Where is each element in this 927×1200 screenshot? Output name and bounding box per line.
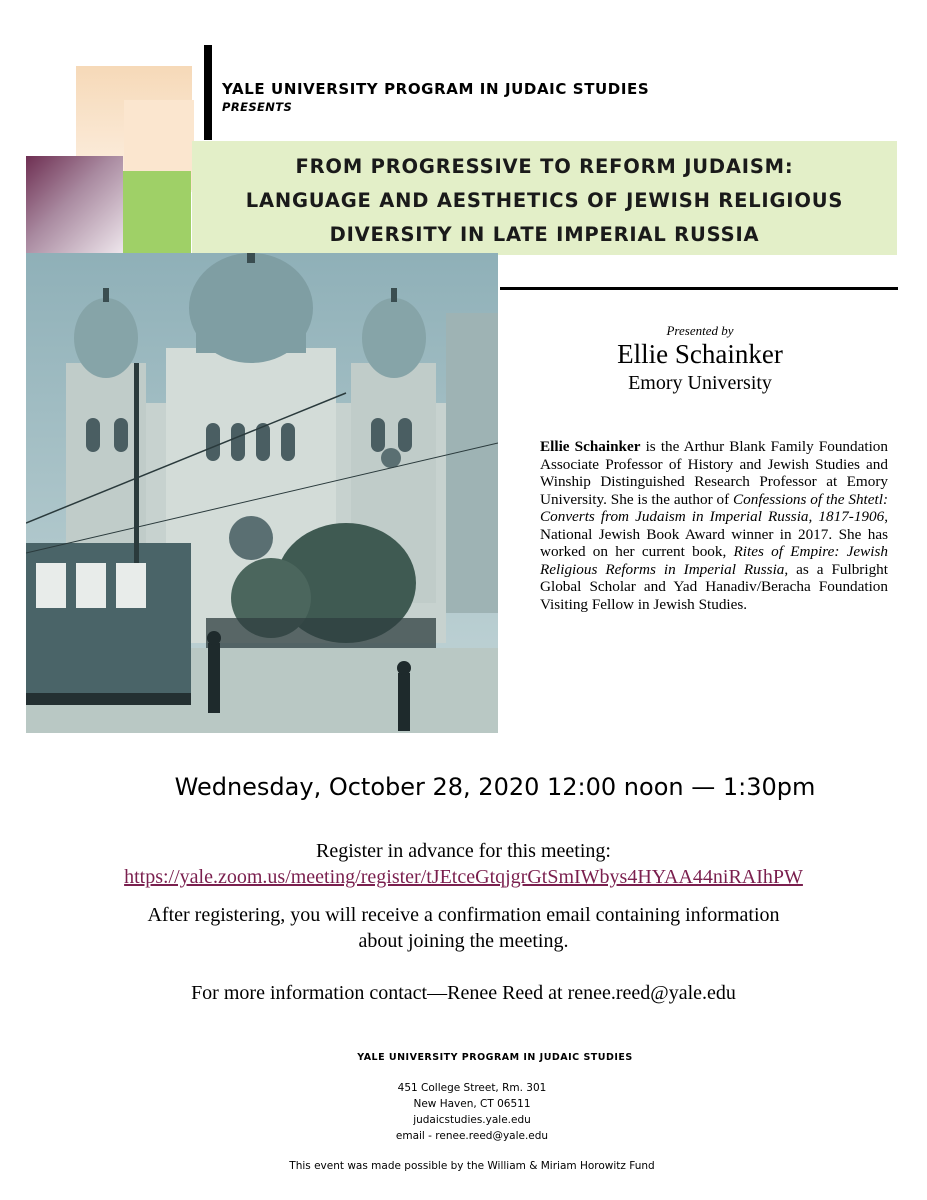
register-link-row [0,866,927,889]
decorative-green-square [123,171,191,253]
footer-email: email - renee.reed@yale.edu [395,1130,549,1142]
title-line-1: FROM PROGRESSIVE TO REFORM JUDAISM: [295,155,794,178]
bio-text-1: is the Arthur Blank Family Foundation Associate Professor of History and Jewish Studies and Winship Distinguished Research Professor at Emory University. She is the author of [540,438,888,508]
bio-book-1: Confessions of the Shtetl: Converts from Judaism in Imperial Russia, 1817-1906 [540,490,889,525]
bio-text-3: , as a Fulbright Global Scholar and Yad Hanadiv/Beracha Foundation Visiting Fellow in Jewish Studies. [540,560,888,613]
registration-link[interactable]: https://yale.zoom.us/meeting/register/tJEtceGtqjgrGtSmIWbys4HYAA44niRAIhPW [124,866,803,888]
presenter-name: Ellie Schainker [617,339,783,369]
presenter-affiliation: Emory University [628,372,772,394]
footer-address-1: 451 College Street, Rm. 301 [397,1082,547,1094]
presenter-horizontal-rule [500,287,898,290]
footer-address-2: New Haven, CT 06511 [413,1098,531,1110]
title-line-2: LANGUAGE AND AESTHETICS OF JEWISH RELIGIOUS [245,189,844,212]
footer-organization: YALE UNIVERSITY PROGRAM IN JUDAIC STUDIES [357,1052,633,1063]
header-presents: PRESENTS [222,100,293,114]
presented-by-label: Presented by [666,323,734,338]
contact-info: For more information contact—Renee Reed at renee.reed@yale.edu [191,982,736,1004]
header-vertical-rule [204,45,212,140]
bio-name: Ellie Schainker [540,438,641,455]
bio-book-2: Rites of Empire: Jewish Religious Reforms in Imperial Russia [540,543,888,578]
header-organization: YALE UNIVERSITY PROGRAM IN JUDAIC STUDIES [222,80,650,98]
footer-website: judaicstudies.yale.edu [413,1114,531,1126]
title-line-3: DIVERSITY IN LATE IMPERIAL RUSSIA [329,223,760,246]
register-intro: Register in advance for this meeting: [316,840,611,862]
decorative-purple-square [26,156,123,253]
event-datetime: Wednesday, October 28, 2020 12:00 noon — 1:30pm [174,773,816,801]
presenter-bio [540,438,888,613]
footer-funding: This event was made possible by the William & Miriam Horowitz Fund [289,1160,655,1172]
synagogue-illustration [26,253,498,733]
bio-text-2: , National Jewish Book Award winner in 2017. She has worked on her current book, [540,508,888,560]
register-note-line-2: about joining the meeting. [358,930,569,952]
register-note-line-1: After registering, you will receive a confirmation email containing information [147,904,780,926]
